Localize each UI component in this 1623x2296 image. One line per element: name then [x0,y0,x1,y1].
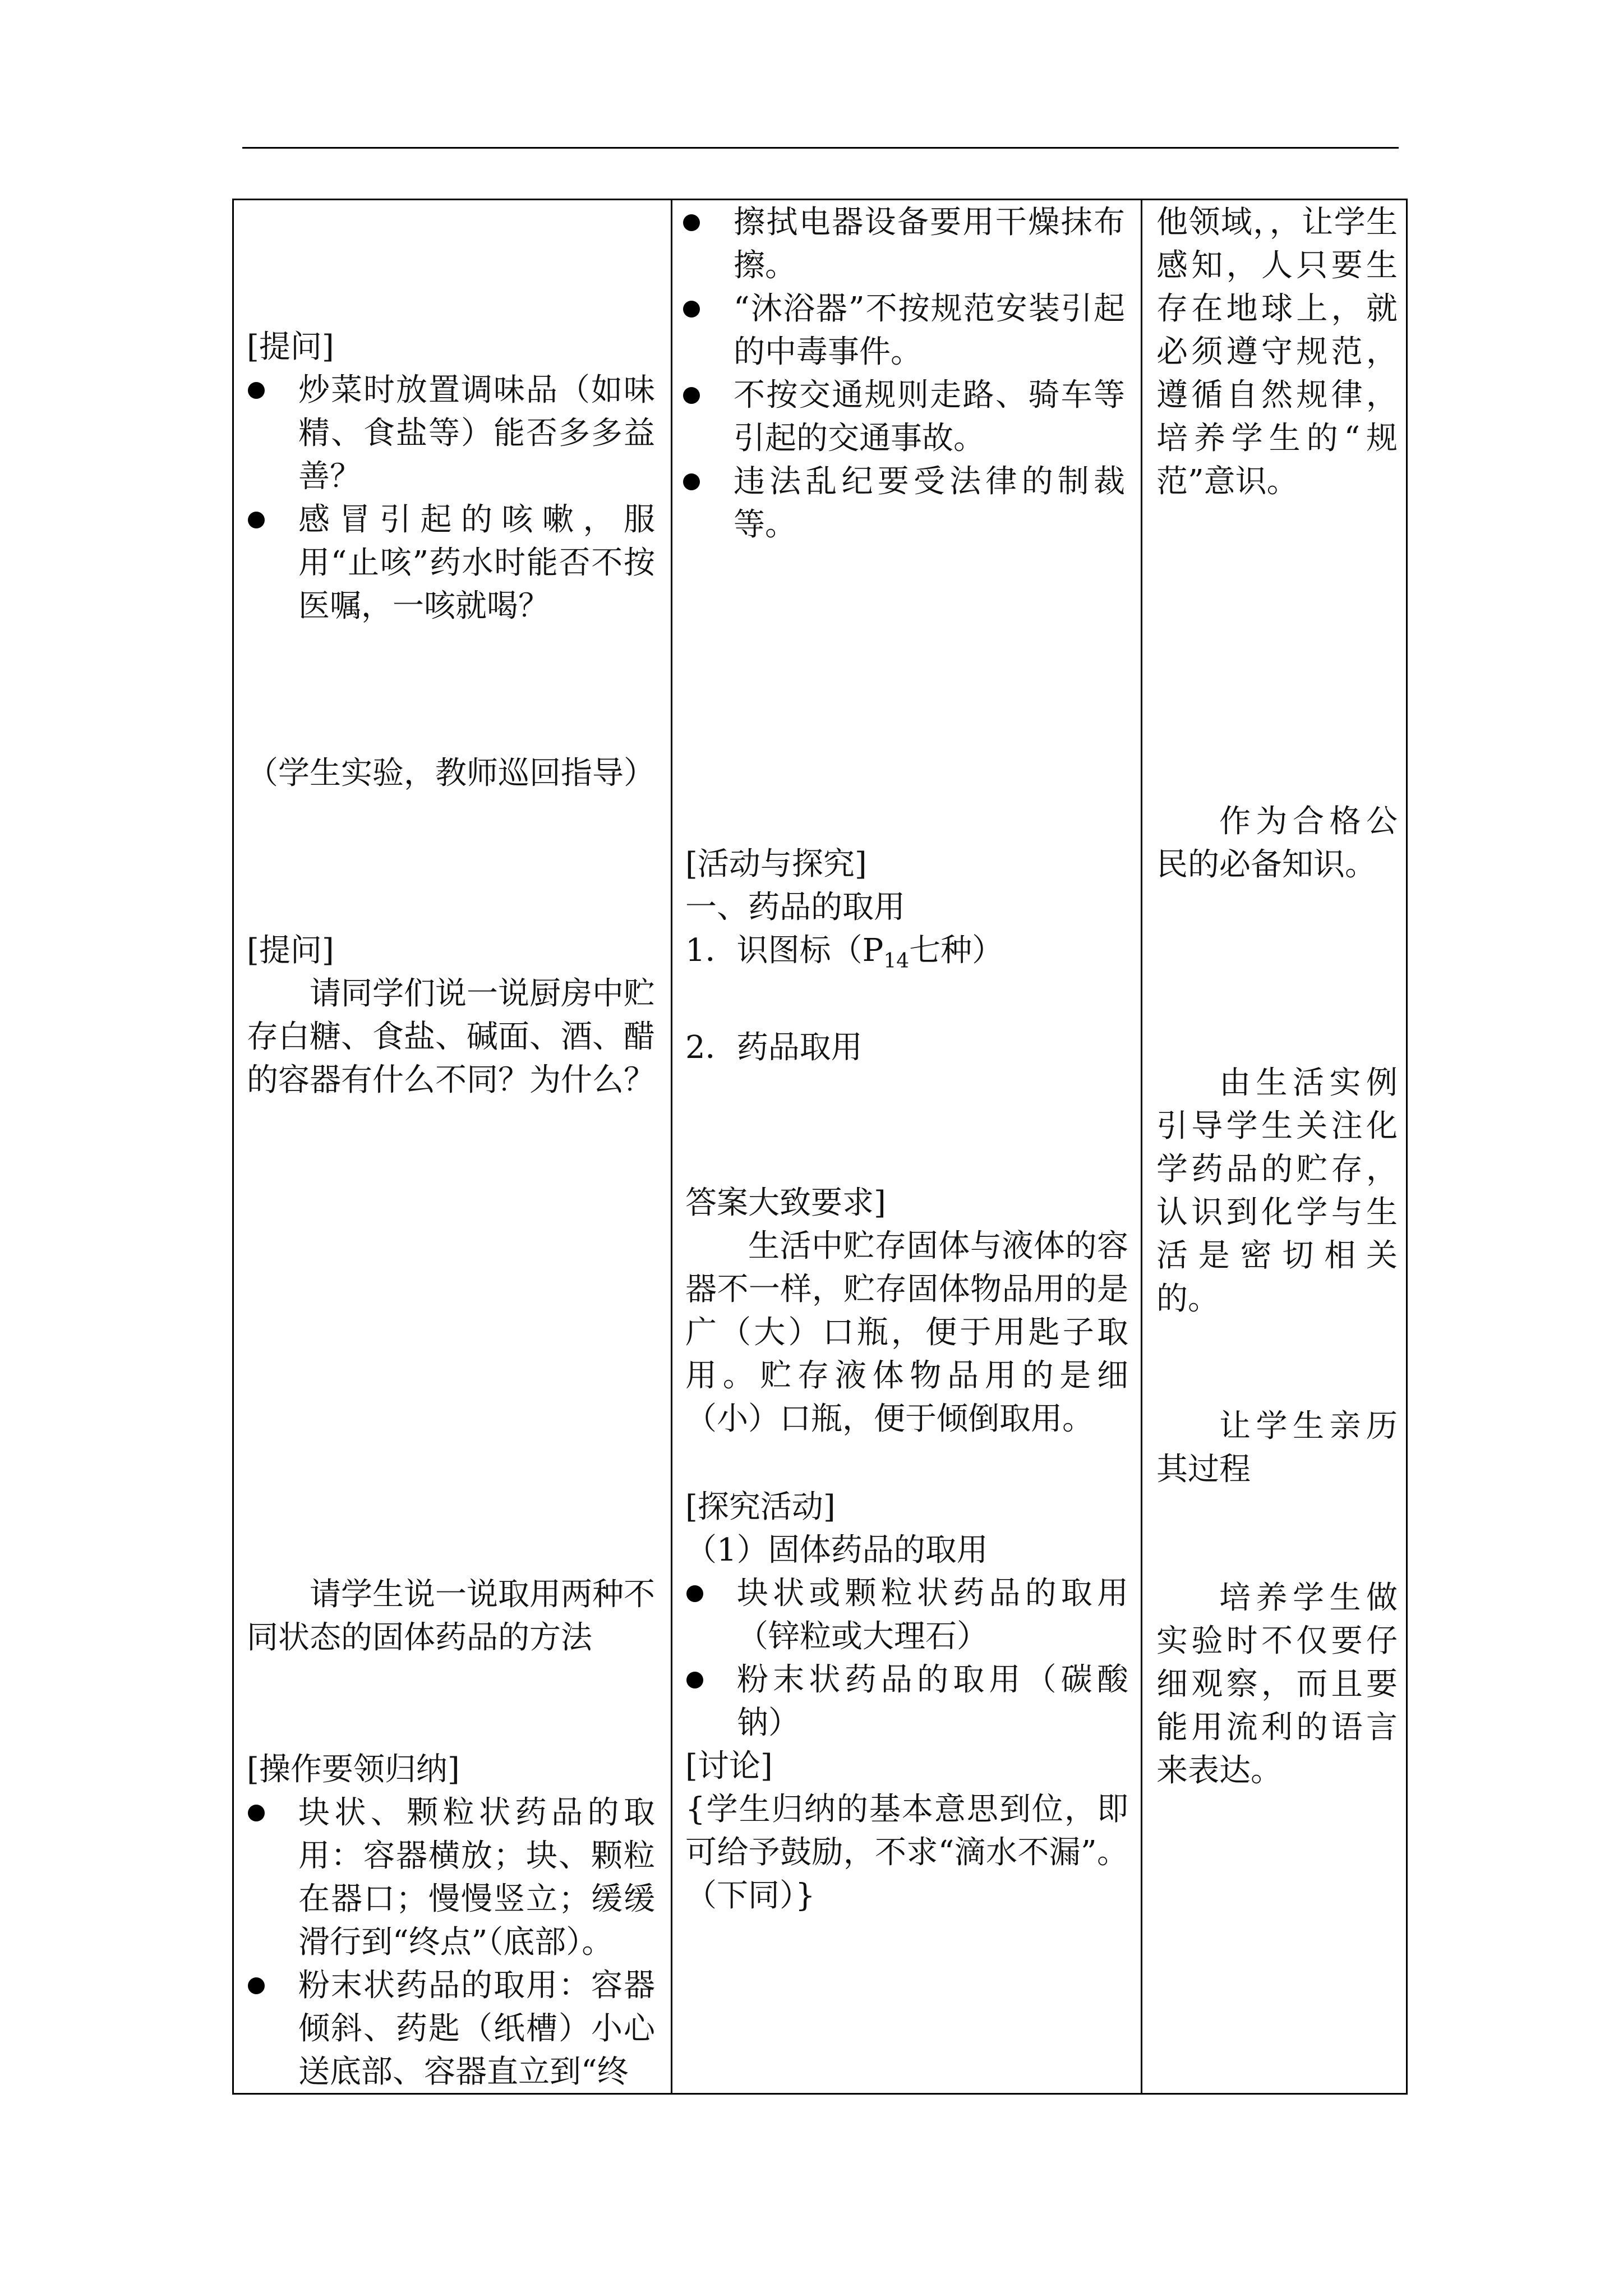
bullet-icon [248,512,265,528]
step-1-suffix: 七种） [909,932,1004,969]
bullet-icon [683,214,700,231]
safety-item-text: “沐浴器”不按规范安装引起的中毒事件。 [734,291,1125,370]
student-experiment-note: （学生实验，教师巡回指导） [247,755,655,792]
q2-text: 请同学们说一说厨房中贮存白糖、食盐、碱面、酒、醋的容器有什么不同？为什么？ [247,976,655,1098]
explore-heading: [探究活动] [685,1489,836,1525]
answer-heading: 答案大致要求] [685,1185,886,1221]
step-1-prefix: 1．识图标（P [685,932,884,969]
col1-note [247,752,673,795]
column-divider-2 [1141,200,1142,2093]
col1-ask-block [247,1573,655,1659]
ops-item [247,1791,655,1964]
safety-item [682,374,1125,460]
bullet-icon [683,473,700,490]
safety-item-text: 不按交通规则走路、骑车等引起的交通事故。 [734,377,1125,457]
bullet-icon [248,1805,265,1821]
col2-safety-block [682,201,1125,546]
section-title: 一、药品的取用 [685,889,905,926]
safety-item [682,460,1125,546]
solid-item-text: 粉末状药品的取用（碳酸钠） [737,1662,1128,1741]
bullet-icon [683,387,700,404]
q1-item-text: 感冒引起的咳嗽，服用“止咳”药水时能否不按医嘱，一咳就喝？ [298,501,655,624]
ask-text: 请学生说一说取用两种不同状态的固体药品的方法 [247,1576,655,1656]
ops-item [247,1964,655,2093]
discuss-heading: [讨论] [685,1748,773,1784]
col3-p2 [1156,800,1398,886]
ops-item-text: 粉末状药品的取用：容器倾斜、药匙（纸槽）小心送底部、容器直立到“终 [298,1967,655,2090]
bullet-icon [686,1585,703,1602]
activity-heading: [活动与探究] [685,846,867,882]
step-1-subscript: 14 [883,950,910,973]
solid-item-text: 块状或颗粒状药品的取用（锌粒或大理石） [737,1575,1128,1655]
ops-item-text: 块状、颗粒状药品的取用：容器横放；块、颗粒在器口；慢慢竖立；缓缓滑行到“终点”（底部）。 [298,1795,655,1961]
safety-item-text: 违法乱纪要受法律的制裁等。 [734,463,1125,543]
intent-text-4: 让学生亲历其过程 [1156,1408,1398,1488]
col3-p1 [1156,201,1398,503]
step-2: 2．药品取用 [685,1029,863,1066]
solid-heading: （1）固体药品的取用 [685,1532,988,1568]
col2-answer-block [685,1181,1128,1441]
col1-question-block [247,325,655,628]
solid-item [685,1658,1128,1745]
col1-question2-block [247,929,655,1102]
col3-p4 [1156,1405,1398,1491]
answer-text: 生活中贮存固体与液体的容器不一样，贮存固体物品用的是广（大）口瓶，便于用匙子取用。贮存液体物品用的是细（小）口瓶，便于倾倒取用。 [685,1228,1128,1437]
col1-ops-block [247,1748,655,2093]
intent-text-1: 他领域，，让学生感知，人只要生存在地球上，就必须遵守规范，遵循自然规律，培养学生的“规范”意识。 [1156,204,1398,500]
bullet-icon [686,1672,703,1688]
column-divider-1 [671,200,672,2093]
col3-p5 [1156,1576,1398,1792]
step-1 [685,929,1128,983]
safety-item [682,287,1125,374]
discuss-text: {学生归纳的基本意思到位，即可给予鼓励，不求“滴水不漏”。（下同）} [685,1791,1128,1914]
bullet-icon [248,1977,265,1994]
ops-heading: [操作要领归纳] [247,1751,460,1788]
safety-item-text: 擦拭电器设备要用干燥抹布擦。 [734,204,1125,284]
bullet-icon [248,382,265,399]
q1-item [247,498,655,628]
header-rule [242,147,1399,149]
safety-item [682,201,1125,287]
q2-heading: [提问] [247,932,334,969]
col2-activity-block [685,843,1128,1069]
q1-heading: [提问] [247,329,334,365]
solid-item [685,1572,1128,1658]
q1-item-text: 炒菜时放置调味品（如味精、食盐等）能否多多益善？ [298,372,655,495]
col3-p3 [1156,1061,1398,1320]
q1-item [247,369,655,498]
intent-text-2: 作为合格公民的必备知识。 [1156,803,1398,883]
intent-text-5: 培养学生做实验时不仅要仔细观察，而且要能用流利的语言来表达。 [1156,1580,1398,1789]
intent-text-3: 由生活实例引导学生关注化学药品的贮存，认识到化学与生活是密切相关的。 [1156,1065,1398,1317]
col2-explore-block [685,1485,1128,1917]
bullet-icon [683,301,700,318]
